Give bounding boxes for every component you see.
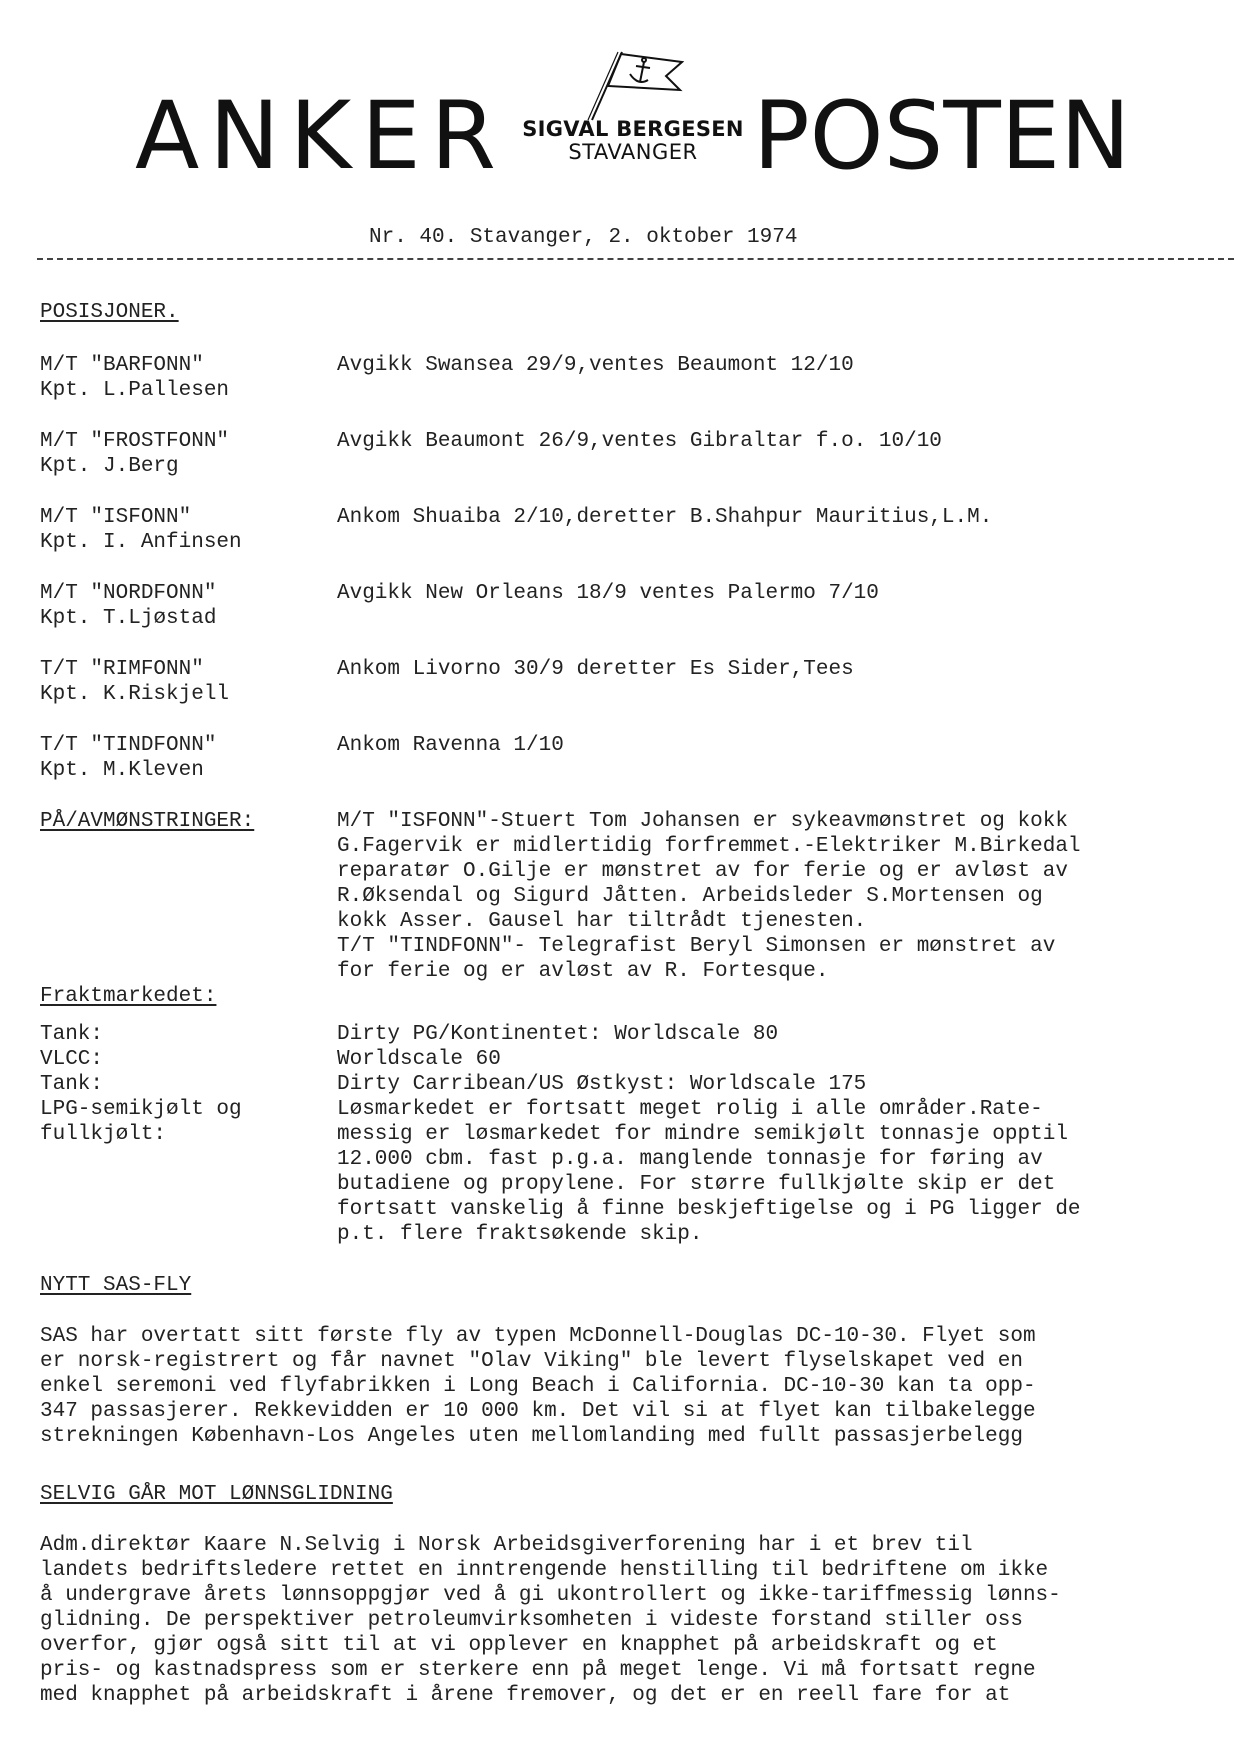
selvig-article-line: med knapphet på arbeidskraft i årene fremover, og det er en reell fare for at bbox=[40, 1684, 1011, 1707]
selvig-article-line: glidning. De perspektiver petroleumvirksomheten i videste forstand stiller oss bbox=[40, 1609, 1023, 1632]
crew-changes-heading: PÅ/AVMØNSTRINGER: bbox=[40, 810, 255, 833]
crew-change-line: for ferie og er avløst av R. Fortesque. bbox=[337, 960, 829, 983]
crew-change-line: G.Fagervik er midlertidig forfremmet.-Elektriker M.Birkedal bbox=[337, 835, 1081, 858]
freight-label: Tank: bbox=[40, 1023, 104, 1046]
sas-article-line: 347 passasjerer. Rekkevidden er 10 000 km. Det vil si at flyet kan tilbakelegge bbox=[40, 1400, 1036, 1423]
crew-change-line: reparatør O.Gilje er mønstret av for ferie og er avløst av bbox=[337, 860, 1068, 883]
freight-line: 12.000 cbm. fast p.g.a. manglende tonnasje for føring av bbox=[337, 1148, 1043, 1171]
crew-change-line: R.Øksendal og Sigurd Jåtten. Arbeidsleder S.Mortensen og bbox=[337, 885, 1043, 908]
freight-line: Worldscale 60 bbox=[337, 1048, 501, 1071]
crew-change-line: M/T "ISFONN"-Stuert Tom Johansen er sykeavmønstret og kokk bbox=[337, 810, 1068, 833]
freight-line: Løsmarkedet er fortsatt meget rolig i alle områder.Rate- bbox=[337, 1098, 1043, 1121]
freight-label: VLCC: bbox=[40, 1048, 104, 1071]
sas-article-heading: NYTT SAS-FLY bbox=[40, 1274, 192, 1297]
freight-label: fullkjølt: bbox=[40, 1123, 167, 1146]
ship-name: T/T "RIMFONN" bbox=[40, 658, 204, 681]
ship-captain: Kpt. K.Riskjell bbox=[40, 683, 230, 706]
ship-status: Ankom Shuaiba 2/10,deretter B.Shahpur Mauritius,L.M. bbox=[337, 506, 993, 529]
ship-captain: Kpt. L.Pallesen bbox=[40, 379, 230, 402]
ship-status: Ankom Ravenna 1/10 bbox=[337, 734, 564, 757]
selvig-article-line: pris- og kastnadspress som er sterkere enn på meget lenge. Vi må fortsatt regne bbox=[40, 1659, 1036, 1682]
freight-line: Dirty Carribean/US Østkyst: Worldscale 175 bbox=[337, 1073, 867, 1096]
selvig-article-line: å undergrave årets lønnsoppgjør ved å gi ukontrollert og ikke-tariffmessig lønns- bbox=[40, 1584, 1061, 1607]
ship-name: M/T "FROSTFONN" bbox=[40, 430, 230, 453]
dashed-divider bbox=[37, 258, 1234, 260]
freight-line: p.t. flere fraktsøkende skip. bbox=[337, 1223, 703, 1246]
ship-captain: Kpt. T.Ljøstad bbox=[40, 607, 217, 630]
masthead-company-block bbox=[518, 118, 748, 164]
freight-line: butadiene og propylene. For større fullkjølte skip er det bbox=[337, 1173, 1056, 1196]
ship-status: Avgikk Swansea 29/9,ventes Beaumont 12/10 bbox=[337, 354, 854, 377]
ship-status: Ankom Livorno 30/9 deretter Es Sider,Tees bbox=[337, 658, 854, 681]
ship-status: Avgikk New Orleans 18/9 ventes Palermo 7/10 bbox=[337, 582, 879, 605]
ship-status: Avgikk Beaumont 26/9,ventes Gibraltar f.o. 10/10 bbox=[337, 430, 942, 453]
masthead bbox=[0, 50, 1234, 190]
ship-name: M/T "BARFONN" bbox=[40, 354, 204, 377]
crew-change-line: T/T "TINDFONN"- Telegrafist Beryl Simonsen er mønstret av bbox=[337, 935, 1056, 958]
sas-article-line: enkel seremoni ved flyfabrikken i Long Beach i California. DC-10-30 kan ta opp- bbox=[40, 1375, 1036, 1398]
freight-label: LPG-semikjølt og bbox=[40, 1098, 242, 1121]
crew-change-line: kokk Asser. Gausel har tiltrådt tjenesten. bbox=[337, 910, 867, 933]
sas-article-line: strekningen København-Los Angeles uten mellomlanding med fullt passasjerbelegg bbox=[40, 1425, 1023, 1448]
freight-label: Tank: bbox=[40, 1073, 104, 1096]
selvig-article-line: landets bedriftsledere rettet en inntrengende henstilling til bedriftene om ikke bbox=[40, 1559, 1049, 1582]
sas-article-line: SAS har overtatt sitt første fly av typen McDonnell-Douglas DC-10-30. Flyet som bbox=[40, 1325, 1036, 1348]
issue-line: Nr. 40. Stavanger, 2. oktober 1974 bbox=[369, 226, 798, 249]
freight-line: fortsatt vanskelig å finne beskjeftigelse og i PG ligger de bbox=[337, 1198, 1081, 1221]
sas-article-line: er norsk-registrert og får navnet "Olav Viking" ble levert flyselskapet ved en bbox=[40, 1350, 1023, 1373]
ship-name: M/T "NORDFONN" bbox=[40, 582, 217, 605]
freight-line: Dirty PG/Kontinentet: Worldscale 80 bbox=[337, 1023, 779, 1046]
freight-market-heading: Fraktmarkedet: bbox=[40, 985, 217, 1008]
selvig-article-line: Adm.direktør Kaare N.Selvig i Norsk Arbeidsgiverforening har i et brev til bbox=[40, 1534, 973, 1557]
anchor-flag-icon bbox=[584, 50, 684, 122]
freight-line: messig er løsmarkedet for mindre semikjølt tonnasje opptil bbox=[337, 1123, 1068, 1146]
ship-captain: Kpt. I. Anfinsen bbox=[40, 531, 242, 554]
ship-name: T/T "TINDFONN" bbox=[40, 734, 217, 757]
company-city: STAVANGER bbox=[568, 140, 698, 165]
ship-name: M/T "ISFONN" bbox=[40, 506, 192, 529]
positions-heading: POSISJONER. bbox=[40, 301, 179, 324]
masthead-right-word: POSTEN bbox=[753, 82, 1131, 191]
selvig-article-heading: SELVIG GÅR MOT LØNNSGLIDNING bbox=[40, 1483, 393, 1506]
company-name: SIGVAL BERGESEN bbox=[522, 117, 744, 141]
ship-captain: Kpt. J.Berg bbox=[40, 455, 179, 478]
masthead-left-word: ANKER bbox=[135, 82, 506, 191]
ship-captain: Kpt. M.Kleven bbox=[40, 759, 204, 782]
selvig-article-line: overfor, gjør også sitt til at vi opplever en knapphet på arbeidskraft og et bbox=[40, 1634, 998, 1657]
